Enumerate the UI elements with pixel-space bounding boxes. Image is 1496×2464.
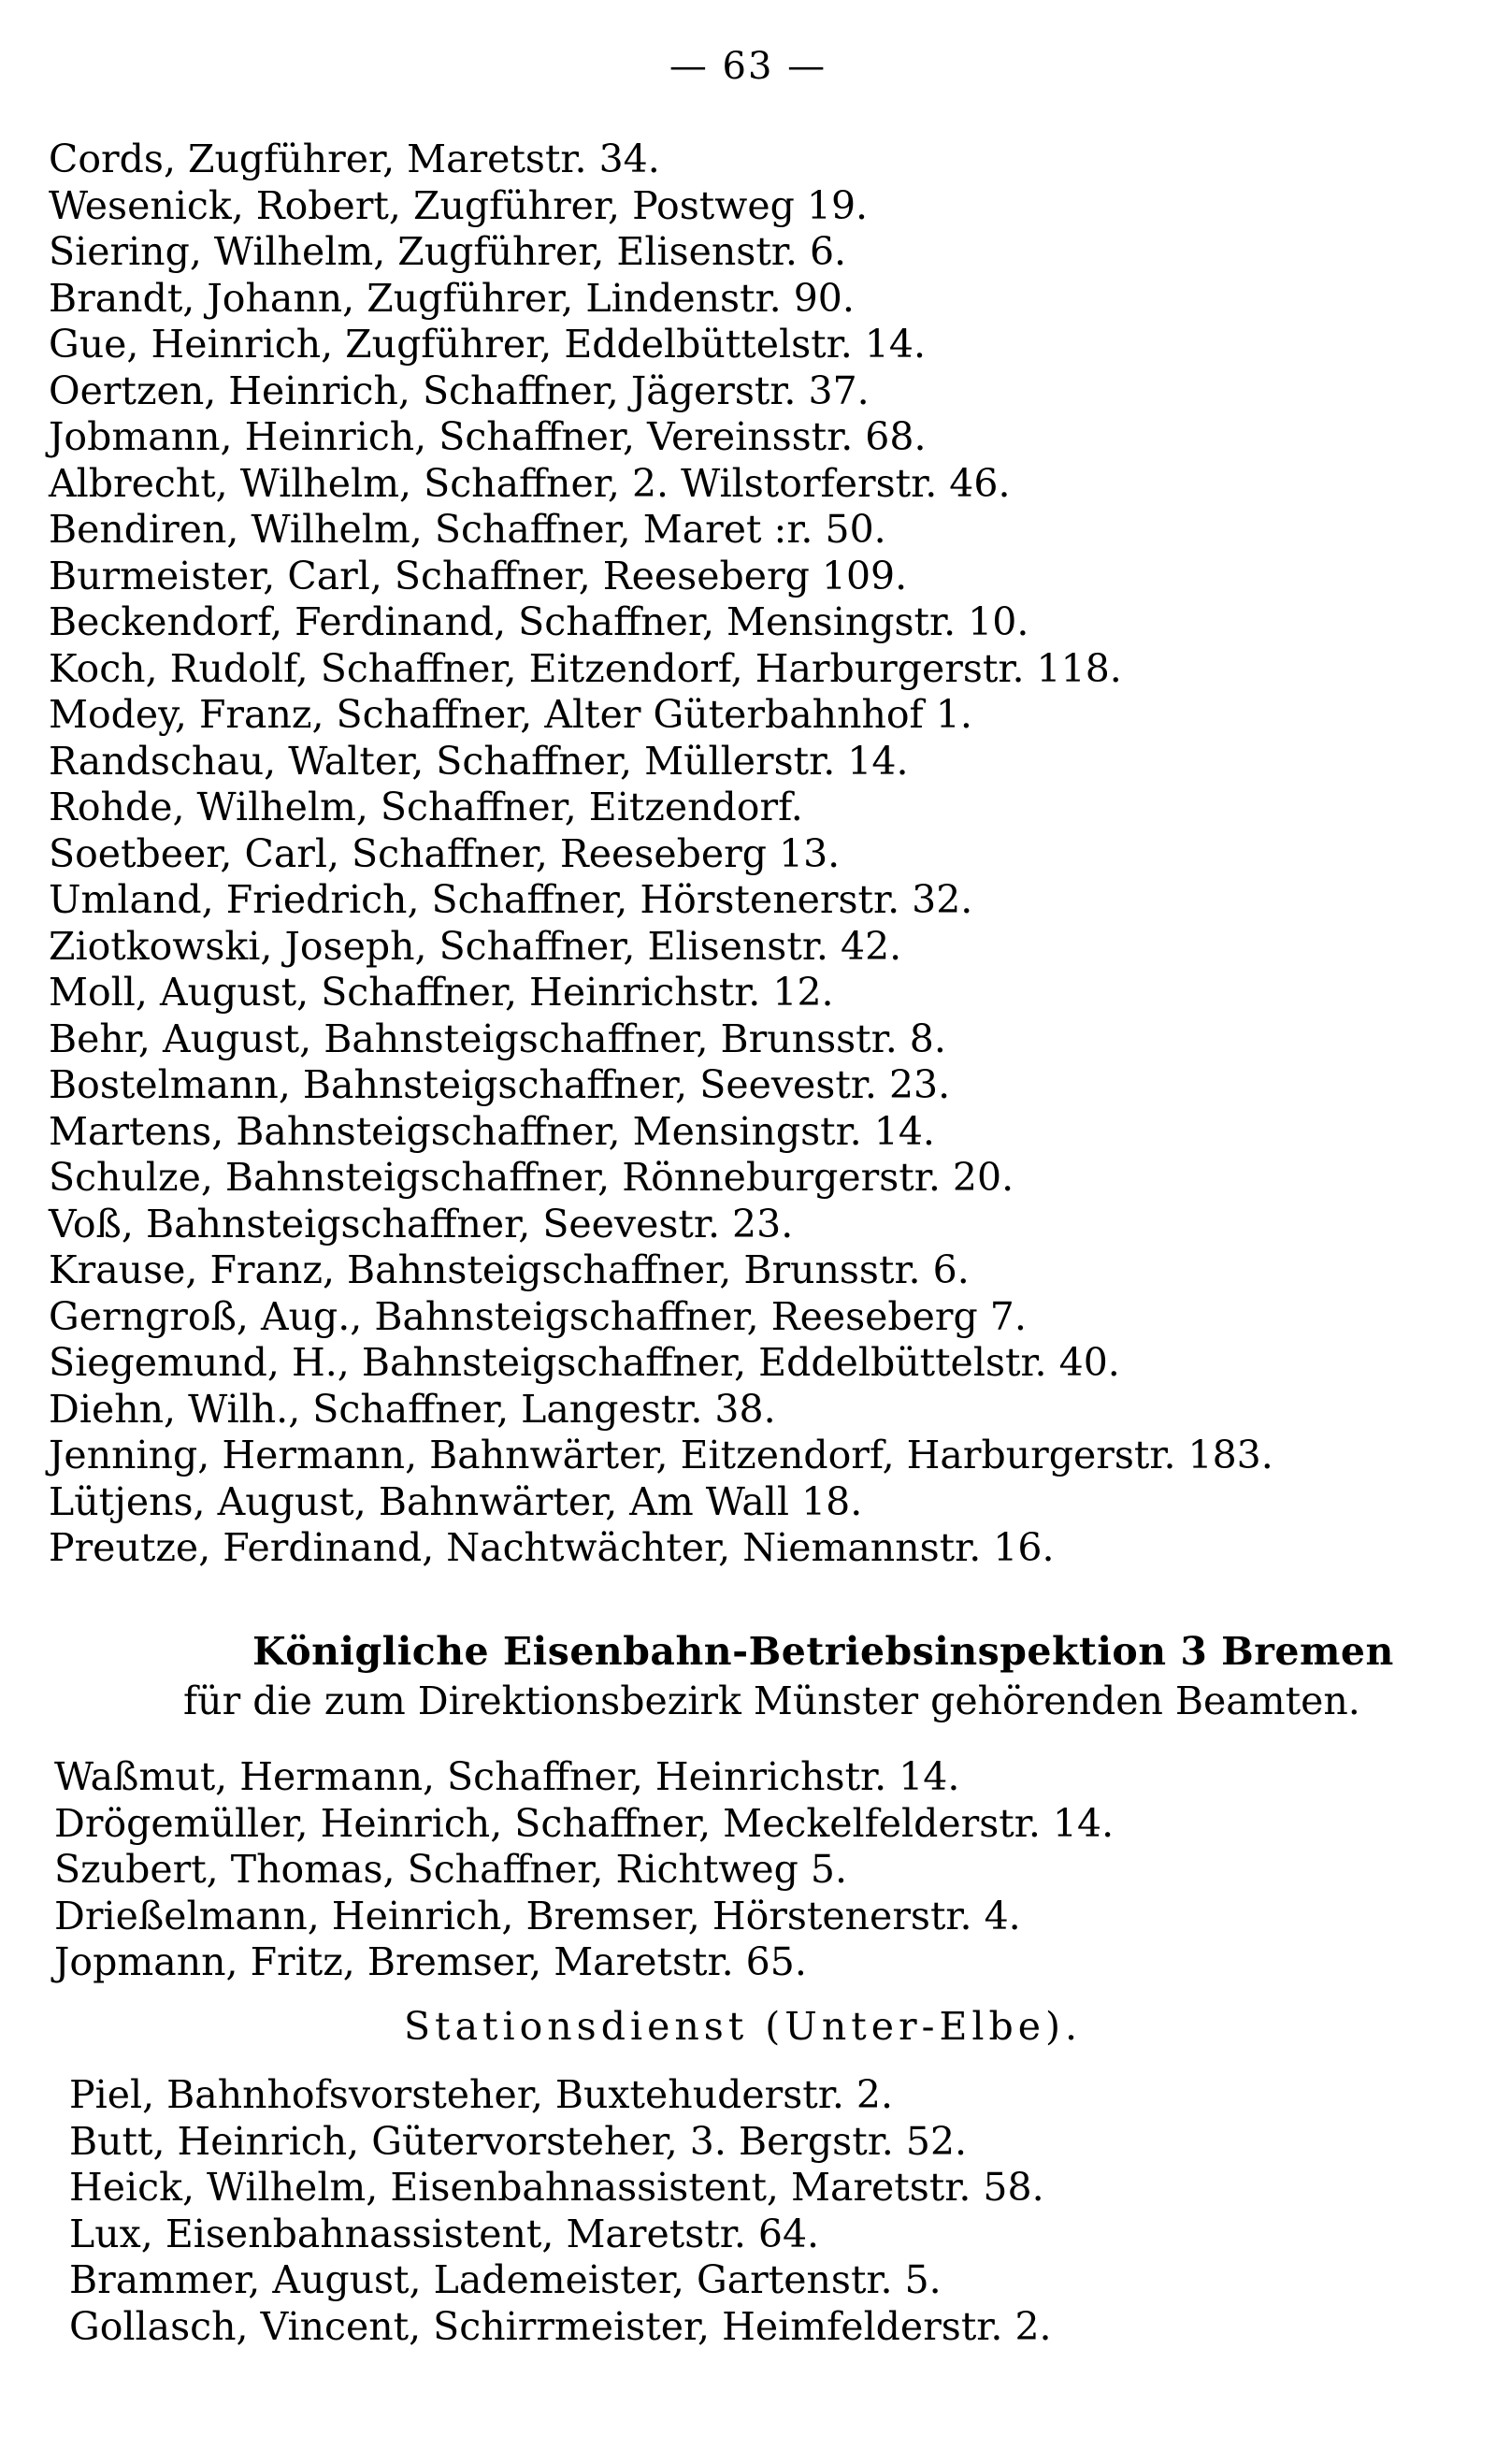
list-item: Drögemüller, Heinrich, Schaffner, Meckelfelderstr. 14. <box>54 1800 1115 1846</box>
list-item: Cords, Zugführer, Maretstr. 34. <box>49 137 660 181</box>
section-heading-station: Stationsdienst (Unter-Elbe). <box>404 2004 1083 2049</box>
list-item: Beckendorf, Ferdinand, Schaffner, Mensingstr. 10. <box>49 599 1029 644</box>
list-item: Behr, August, Bahnsteigschaffner, Brunsstr. 8. <box>49 1016 946 1061</box>
list-item: Wesenick, Robert, Zugführer, Postweg 19. <box>49 182 869 228</box>
list-item: Bostelmann, Bahnsteigschaffner, Seevestr. 23. <box>49 1062 951 1107</box>
list-item: Voß, Bahnsteigschaffner, Seevestr. 23. <box>49 1201 794 1246</box>
list-item: Randschau, Walter, Schaffner, Müllerstr. 14. <box>49 738 909 784</box>
list-item: Brandt, Johann, Zugführer, Lindenstr. 90. <box>49 275 855 321</box>
list-item: Gue, Heinrich, Zugführer, Eddelbüttelstr. 14. <box>49 322 926 367</box>
list-item: Jenning, Hermann, Bahnwärter, Eitzendorf, Harburgerstr. 183. <box>49 1433 1273 1477</box>
section-subheading-bremen: für die zum Direktionsbezirk Münster gehörenden Beamten. <box>183 1679 1360 1723</box>
list-item: Lütjens, August, Bahnwärter, Am Wall 18. <box>49 1478 863 1524</box>
list-item: Krause, Franz, Bahnsteigschaffner, Brunsstr. 6. <box>49 1247 970 1292</box>
list-item: Koch, Rudolf, Schaffner, Eitzendorf, Harburgerstr. 118. <box>49 645 1122 691</box>
list-item: Preutze, Ferdinand, Nachtwächter, Niemannstr. 16. <box>49 1525 1055 1570</box>
list-item: Siering, Wilhelm, Zugführer, Elisenstr. 6. <box>49 229 847 274</box>
list-item: Schulze, Bahnsteigschaffner, Rönneburgerstr. 20. <box>49 1155 1014 1200</box>
list-item: Butt, Heinrich, Gütervorsteher, 3. Bergstr. 52. <box>69 2118 968 2164</box>
list-item: Jobmann, Heinrich, Schaffner, Vereinsstr. 68. <box>49 414 927 459</box>
list-item: Jopmann, Fritz, Bremser, Maretstr. 65. <box>54 1939 807 1984</box>
list-item: Waßmut, Hermann, Schaffner, Heinrichstr. 14. <box>54 1754 960 1799</box>
list-item: Burmeister, Carl, Schaffner, Reeseberg 109. <box>49 553 908 598</box>
list-item: Lux, Eisenbahnassistent, Maretstr. 64. <box>69 2211 820 2256</box>
list-item: Gerngroß, Aug., Bahnsteigschaffner, Reeseberg 7. <box>49 1293 1027 1339</box>
list-item: Drießelmann, Heinrich, Bremser, Hörstenerstr. 4. <box>54 1893 1021 1938</box>
list-item: Szubert, Thomas, Schaffner, Richtweg 5. <box>54 1847 848 1892</box>
list-item: Bendiren, Wilhelm, Schaffner, Maret :r. 50. <box>49 507 886 552</box>
list-item: Piel, Bahnhofsvorsteher, Buxtehuderstr. 2. <box>69 2072 893 2117</box>
list-item: Moll, August, Schaffner, Heinrichstr. 12. <box>49 970 834 1015</box>
list-item: Gollasch, Vincent, Schirrmeister, Heimfelderstr. 2. <box>69 2303 1052 2349</box>
directory-list-bremen <box>54 1754 1114 1986</box>
list-item: Martens, Bahnsteigschaffner, Mensingstr. 14. <box>49 1108 935 1154</box>
list-item: Oertzen, Heinrich, Schaffner, Jägerstr. 37. <box>49 367 870 413</box>
page-number: — 63 — <box>669 45 827 88</box>
list-item: Soetbeer, Carl, Schaffner, Reeseberg 13. <box>49 830 841 876</box>
list-item: Diehn, Wilh., Schaffner, Langestr. 38. <box>49 1386 776 1432</box>
list-item: Modey, Franz, Schaffner, Alter Güterbahnhof 1. <box>49 692 972 737</box>
list-item: Heick, Wilhelm, Eisenbahnassistent, Maretstr. 58. <box>69 2165 1044 2210</box>
directory-list-station <box>69 2072 1052 2350</box>
directory-list-main <box>49 137 1273 1572</box>
list-item: Albrecht, Wilhelm, Schaffner, 2. Wilstorferstr. 46. <box>49 460 1011 506</box>
list-item: Brammer, August, Lademeister, Gartenstr. 5. <box>69 2257 942 2302</box>
list-item: Ziotkowski, Joseph, Schaffner, Elisenstr. 42. <box>49 923 902 969</box>
list-item: Siegemund, H., Bahnsteigschaffner, Eddelbüttelstr. 40. <box>49 1340 1120 1385</box>
section-heading-bremen: Königliche Eisenbahn-Betriebsinspektion 3 Bremen <box>252 1629 1394 1674</box>
list-item: Umland, Friedrich, Schaffner, Hörstenerstr. 32. <box>49 877 973 922</box>
list-item: Rohde, Wilhelm, Schaffner, Eitzendorf. <box>49 785 803 829</box>
